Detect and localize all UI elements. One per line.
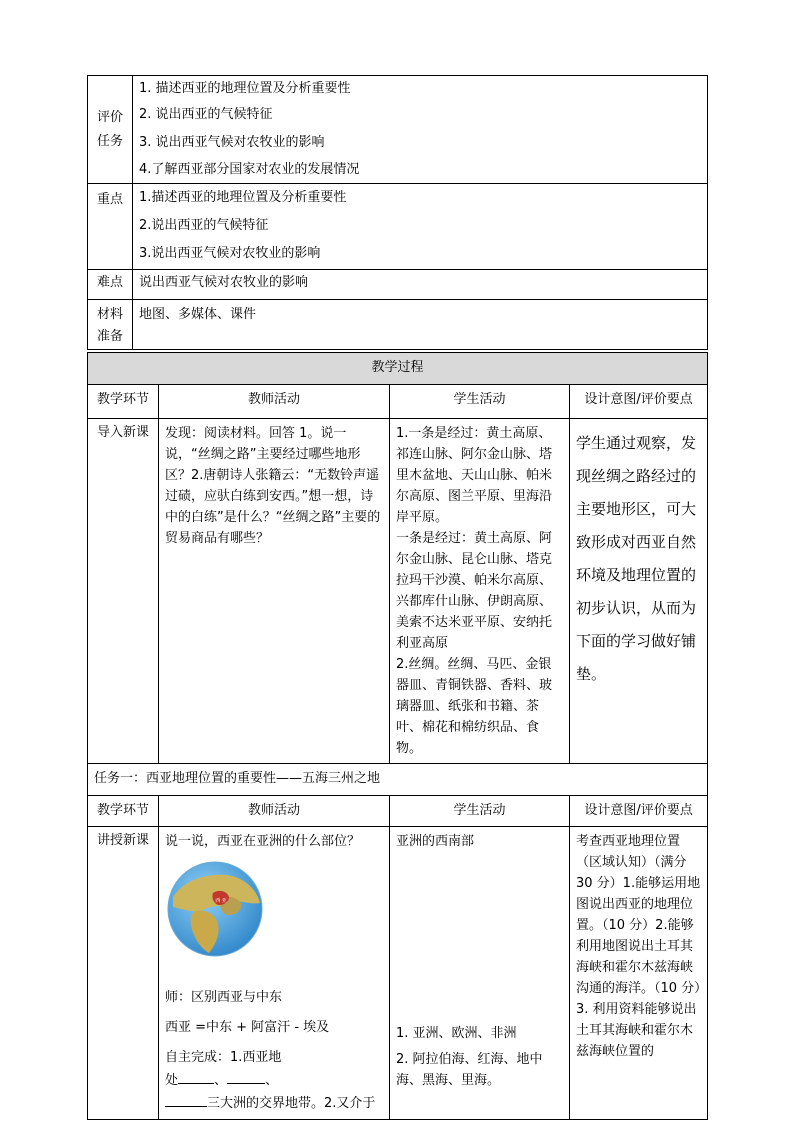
process-header: 教学过程 (88, 353, 708, 385)
intro-stage: 导入新课 (88, 419, 159, 764)
blank-field[interactable] (227, 1069, 265, 1084)
process-table (87, 352, 708, 1120)
col-header-stage: 教学环节 (88, 385, 159, 419)
eval-tasks-label (88, 76, 133, 184)
objectives-table (87, 75, 708, 350)
difficulty-value: 说出西亚气候对农牧业的影响 (139, 275, 309, 290)
eval-task-item: 4.了解西亚部分国家对农业的发展情况 (139, 162, 360, 177)
globe-map (165, 859, 383, 979)
student-answer-2: 2. 阿拉伯海、红海、地中海、黑海、里海。 (396, 1052, 543, 1088)
materials-label-2: 准备 (96, 329, 123, 344)
formula-text: 西亚 =中东 + 阿富汗 - 埃及 (165, 1020, 330, 1035)
key-point-item: 2.说出西亚的气候特征 (139, 218, 269, 233)
materials-label (88, 300, 133, 350)
task1-title: 任务一：西亚地理位置的重要性——五海三州之地 (88, 764, 708, 796)
materials-text (133, 300, 708, 350)
student-answer-top: 亚洲的西南部 (396, 834, 475, 849)
col-header-teacher: 教师活动 (159, 385, 390, 419)
key-points-list (133, 184, 708, 270)
west-asia-label: 西 亚 (215, 898, 227, 904)
blank-separator: 、 (265, 1073, 279, 1088)
intro-student-p3: 2.丝绸。丝绸、马匹、金银器皿、青铜铁器、香料、玻璃器皿、纸张和书籍、茶叶、棉花和棉纺织品、食物。 (396, 657, 553, 756)
lecture-teacher-activity (159, 827, 390, 1120)
eval-task-item: 3. 说出西亚气候对农牧业的影响 (139, 135, 325, 150)
intro-student-p2: 一条是经过：黄土高原、阿尔金山脉、昆仑山脉、塔克拉玛干沙漠、帕米尔高原、兴都库什山脉、伊朗高原、美索不达米亚平原、安纳托利亚高原 (396, 531, 553, 651)
blank-field[interactable] (165, 1092, 207, 1107)
intro-teacher-activity: 发现：阅读材料。回答 1。说一说，“丝绸之路”主要经过哪些地形区？2.唐朝诗人张籍云：“无数铃声遥过碛，应驮白练到安西。”想一想，诗中的白练”是什么？“丝绸之路”主要的贸易商品有哪些？ (159, 419, 390, 764)
eval-tasks-label-2: 任务 (96, 133, 123, 149)
col-header-student-2: 学生活动 (390, 796, 570, 827)
eval-tasks-label-1: 评价 (96, 109, 123, 125)
eval-task-item: 2. 说出西亚的气候特征 (139, 107, 273, 122)
blank-line-2 (165, 1092, 383, 1115)
blank-prefix: 处 (165, 1073, 179, 1088)
key-point-item: 1.描述西亚的地理位置及分析重要性 (139, 190, 347, 205)
globe-icon (165, 859, 265, 959)
difficulty-label: 难点 (88, 270, 133, 300)
col-header-intent: 设计意图/评价要点 (570, 385, 708, 419)
lecture-student-activity (390, 827, 570, 1120)
col-header-student: 学生活动 (390, 385, 570, 419)
eval-task-item: 1. 描述西亚的地理位置及分析重要性 (139, 81, 351, 96)
key-point-item: 3.说出西亚气候对农牧业的影响 (139, 246, 321, 261)
col-header-stage-2: 教学环节 (88, 796, 159, 827)
lecture-design-intent: 考查西亚地理位置（区域认知）（满分 30 分）1.能够运用地图说出西亚的地理位置。（10 分）2.能够利用地图说出土耳其海峡和霍尔木兹海峡沟通的海洋。（10 分）3. 利用资料能够说出土耳其海峡和霍尔木兹海峡位置的 (570, 827, 708, 1120)
lecture-question: 说一说，西亚在亚洲的什么部位？ (165, 834, 361, 849)
blank-line-1 (165, 1069, 383, 1092)
student-answer-1: 1. 亚洲、欧洲、非洲 (396, 1026, 517, 1041)
blank-field[interactable] (178, 1069, 214, 1084)
blank-separator: 、 (214, 1073, 228, 1088)
distinguish-text: 师：区别西亚与中东 (165, 990, 283, 1005)
col-header-teacher-2: 教师活动 (159, 796, 390, 827)
intro-design-intent: 学生通过观察，发现丝绸之路经过的主要地形区，可大致形成对西亚自然环境及地理位置的初步认识，从而为下面的学习做好铺垫。 (570, 419, 708, 764)
difficulty-text (133, 270, 708, 300)
materials-label-1: 材料 (96, 307, 123, 322)
self-complete-text: 自主完成：1.西亚地 (165, 1050, 282, 1065)
intro-student-activity (390, 419, 570, 764)
blank-line2-text: 三大洲的交界地带。2.又介于 (207, 1096, 376, 1111)
lecture-stage: 讲授新课 (88, 827, 159, 1120)
intro-student-p1: 1.一条是经过：黄土高原、祁连山脉、阿尔金山脉、塔里木盆地、天山山脉、帕米尔高原、图兰平原、里海沿岸平原。 (396, 426, 553, 525)
eval-tasks-list (133, 76, 708, 184)
col-header-intent-2: 设计意图/评价要点 (570, 796, 708, 827)
key-points-label: 重点 (88, 184, 133, 270)
materials-value: 地图、多媒体、课件 (139, 307, 257, 322)
